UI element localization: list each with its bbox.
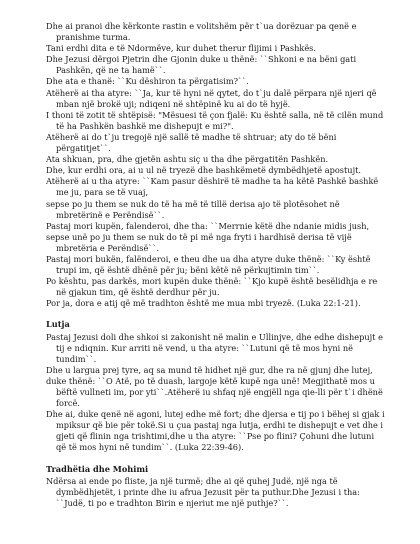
- paragraph: Dhe ai pranoi dhe kërkonte rastin e volitshëm për t`ua dorëzuar pa qenë e pranishme turma.: [46, 21, 357, 43]
- paragraph: sepse unë po ju them se nuk do të pi më nga fryti i hardhisë derisa të vijë mbretëria e Perëndisë``.: [46, 231, 352, 253]
- paragraph: Pastaj mori bukën, falënderoi, e theu dhe ua dha atyre duke thënë: ``Ky është trupi im, që është dhënë për ju; bëni këtë në përkujtimin tim``.: [46, 253, 371, 276]
- paragraph: Atëherë ai tha atyre: ``Ja, kur të hyni në qytet, do t`ju dalë përpara një njeri që mban një brokë uji; ndiqeni në shtëpinë ku ai do të hyjë.: [46, 87, 377, 109]
- paragraph: duke thënë: ``O Atë, po të duash, largoje këtë kupë nga unë! Megjithatë mos u bëftë vullneti im, por yti``.Atëherë iu shfaq një engjëll nga qie-lli për t`i dhënë forcë.: [46, 375, 383, 409]
- paragraph: Atëherë ai do t`ju tregojë një sallë të madhe të shtruar; aty do të bëni përgatitjet``.: [46, 131, 337, 154]
- paragraph: Dhe, kur erdhi ora, ai u ul në tryezë dhe bashkëmetë dymbëdhjetë apostujt.: [46, 165, 362, 176]
- paragraph: Po kështu, pas darkës, mori kupën duke thënë: ``Kjo kupë është besëlidhja e re në gjakun tim, që është derdhur për ju.: [46, 276, 378, 298]
- paragraph: Tani erdhi dita e të Ndormëve, kur duhet therur flijimi i Pashkës.: [46, 43, 316, 54]
- tradhetia-section: [46, 464, 386, 509]
- paragraph: I thoni të zotit të shtëpisë: "Mësuesi të çon fjalë: Ku është salla, në të cilën mund të ha Pashkën bashkë me dishepujt e mi?".: [46, 109, 384, 131]
- paragraph: Ata shkuan, pra, dhe gjetën ashtu siç u tha dhe përgatitën Pashkën.: [46, 154, 329, 165]
- paragraph: Dhe ata e thanë: ``Ku dëshiron ta përgatisim?``.: [46, 76, 249, 87]
- section-heading: Lutja: [46, 319, 70, 330]
- lutja-section: [46, 319, 386, 453]
- section-heading: Tradhëtia dhe Mohimi: [46, 463, 149, 474]
- paragraph: Dhe Jezusi dërgoi Pjetrin dhe Gjonin duke u thënë: ``Shkoni e na bëni gati Pashkën, që ne ta hamë``.: [46, 54, 357, 76]
- paragraph: Por ja, dora e atij që më tradhton është me mua mbi tryezë. (Luka 22:1-21).: [46, 298, 361, 309]
- paragraph: Dhe ai, duke qenë në agoni, lutej edhe më fort; dhe djersa e tij po i bëhej si gjak i mpiksur që bie për tokë.Si u çua pastaj nga lutja, erdhi te dishepujt e vet dhe i gjeti që flinin nga trishtimi,dhe u tha atyre: ``Pse po flini? Çohuni dhe lutuni që të mos hyni në tundim``. (Luka 22:39-46).: [46, 409, 385, 453]
- passage-section: [46, 21, 386, 309]
- paragraph: Pastaj Jezusi doli dhe shkoi si zakonisht në malin e Ullinjve, dhe edhe dishepujt e tij e ndiqnin. Kur arriti në vend, u tha atyre: ``Lutuni që të mos hyni në tundim``.: [46, 331, 383, 364]
- paragraph: Ndërsa ai ende po fliste, ja një turmë; dhe ai që quhej Judë, një nga të dymbëdhjetët, i printe dhe iu afrua Jezusit për ta puthur.Dhe Jezusi i tha: ``Judë, ti po e tradhton Birin e njeriut me një puthje?``.: [46, 475, 360, 508]
- paragraph: Dhe u largua prej tyre, aq sa mund të hidhet një gur, dhe ra në gjunj dhe lutej,: [46, 364, 373, 375]
- paragraph: sepse po ju them se nuk do të ha më të tillë derisa ajo të plotësohet në mbretërinë e Perëndisë``.: [46, 198, 340, 220]
- paragraph: Atëherë ai u tha atyre: ``Kam pasur dëshirë të madhe ta ha këtë Pashkë bashkë me ju, para se të vuaj,: [46, 176, 379, 198]
- document-page: [46, 21, 386, 509]
- paragraph: Pastaj mori kupën, falenderoi, dhe tha: ``Merrnie këtë dhe ndanie midis jush,: [46, 220, 370, 231]
